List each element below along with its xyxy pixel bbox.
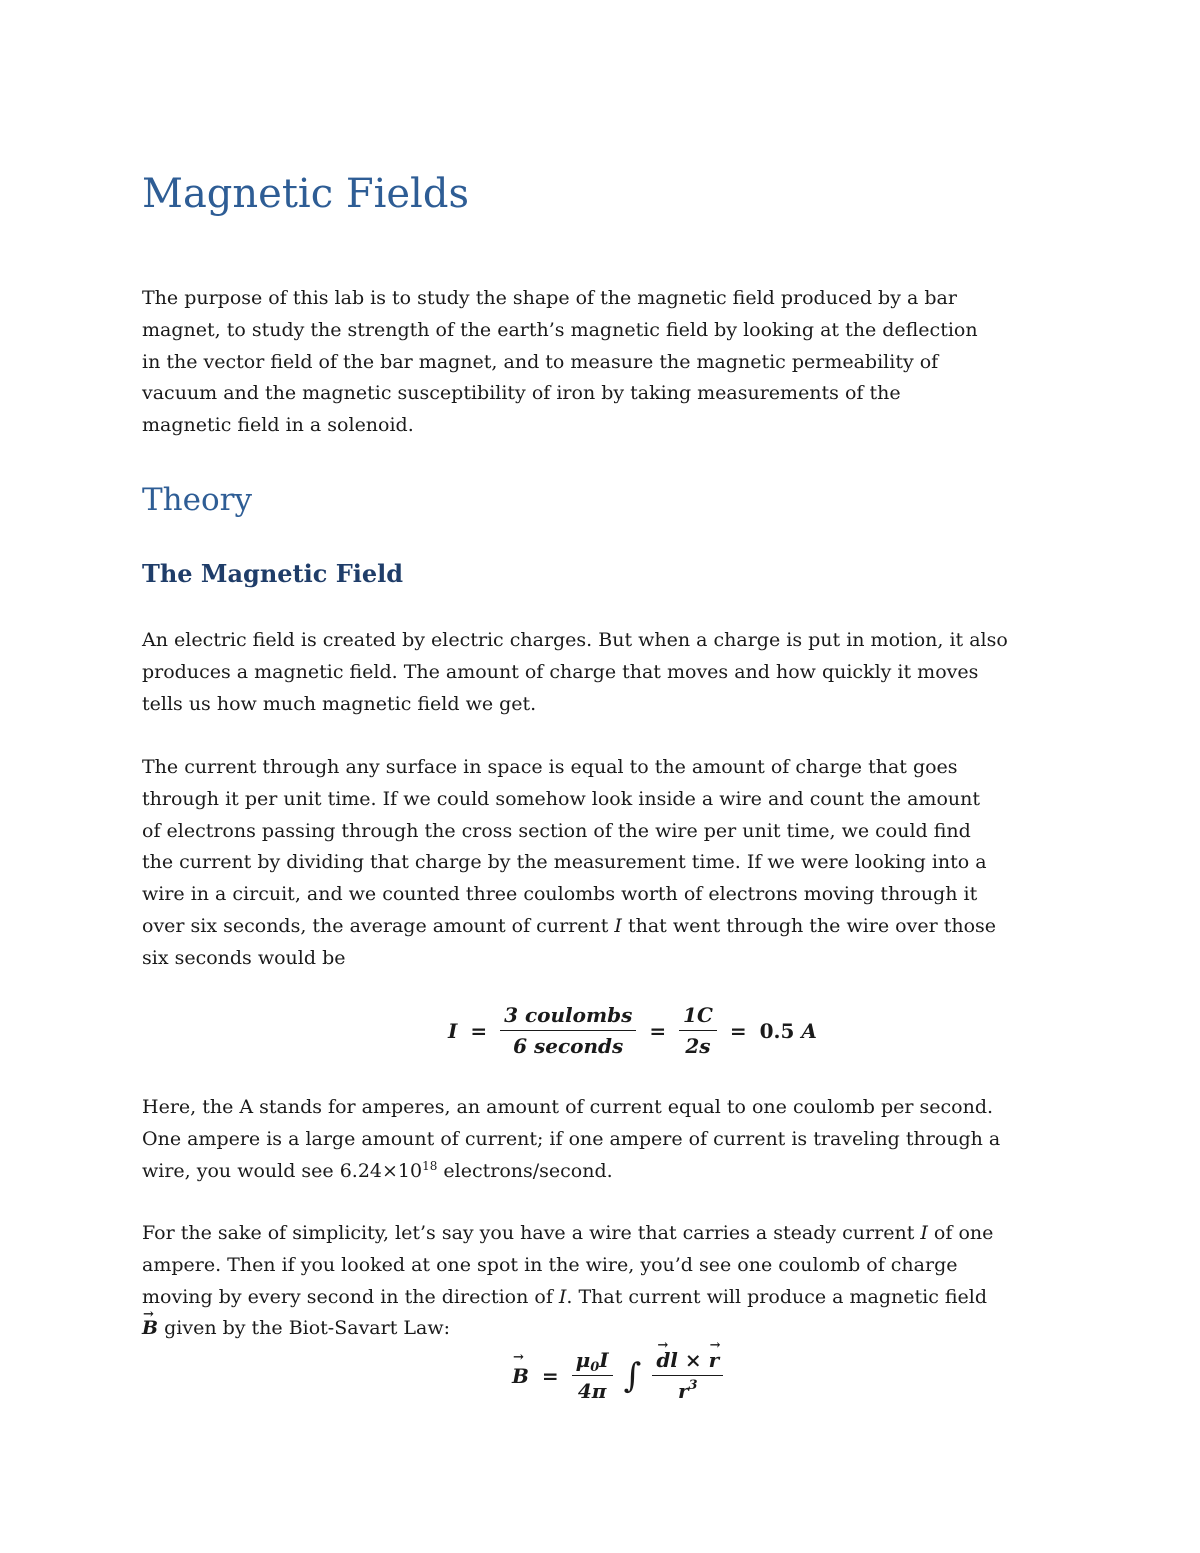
text-run: over six seconds, the average amount of current <box>142 914 615 937</box>
intro-line: in the vector field of the bar magnet, and to measure the magnetic permeability of <box>142 350 939 373</box>
vector-magnetic-field: → B <box>512 1364 529 1388</box>
mu-symbol: μ <box>575 1348 591 1372</box>
numerator: 3 coulombs <box>500 1000 636 1031</box>
denominator: 4π <box>577 1379 607 1403</box>
subsection-heading-magnetic-field: The Magnetic Field <box>142 559 404 588</box>
text-run: of one <box>927 1222 994 1244</box>
vector-r: → r <box>709 1345 720 1375</box>
cross-symbol: × <box>684 1348 702 1372</box>
variable-current: I <box>599 1348 609 1372</box>
equation-current <box>448 1000 817 1061</box>
equation-unit: A <box>801 1018 817 1043</box>
equals-sign: = <box>470 1018 488 1043</box>
text-run: moving by every second in the direction of <box>142 1285 559 1308</box>
intro-paragraph <box>142 283 1072 442</box>
subscript: 0 <box>590 1360 600 1375</box>
denominator: 2s <box>685 1034 711 1058</box>
equals-sign: = <box>729 1018 747 1043</box>
denominator: 6 seconds <box>513 1034 624 1058</box>
paragraph-amperes <box>142 1092 1072 1187</box>
variable-current: I <box>558 1285 567 1308</box>
fraction <box>500 1000 636 1061</box>
paragraph-biot-savart <box>142 1218 1072 1345</box>
equals-sign: = <box>649 1018 667 1043</box>
fraction <box>652 1345 723 1406</box>
paragraph-line: tells us how much magnetic field we get. <box>142 692 537 715</box>
text-run: electrons/second. <box>437 1159 613 1182</box>
text-run: . That current will produce a magnetic field <box>566 1285 988 1308</box>
text-run: wire, you would see 6.24×10 <box>142 1159 423 1182</box>
exponent: 18 <box>422 1158 438 1173</box>
variable-r: r <box>677 1379 689 1403</box>
paragraph-line: through it per unit time. If we could somehow look inside a wire and count the amount <box>142 787 980 810</box>
numerator <box>652 1345 723 1376</box>
text-run: given by the Biot-Savart Law: <box>158 1317 450 1340</box>
denominator <box>652 1376 723 1406</box>
integral-symbol: ∫ <box>623 1355 642 1396</box>
paragraph-line: of electrons passing through the cross section of the wire per unit time, we could find <box>142 819 971 842</box>
paragraph-line: the current by dividing that charge by the measurement time. If we were looking into a <box>142 851 987 874</box>
paragraph-line: produces a magnetic field. The amount of charge that moves and how quickly it moves <box>142 660 979 683</box>
paragraph-line <box>142 1313 1072 1345</box>
equation-value: 0.5 <box>759 1018 795 1043</box>
paragraph-current <box>142 752 1072 975</box>
numerator <box>572 1345 613 1376</box>
equals-sign: = <box>541 1363 559 1388</box>
intro-line: magnet, to study the strength of the earth’s magnetic field by looking at the deflection <box>142 318 978 341</box>
text-run: For the sake of simplicity, let’s say you have a wire that carries a steady current <box>142 1222 921 1244</box>
paragraph-electric-field <box>142 625 1072 720</box>
paragraph-line <box>142 911 1072 943</box>
vector-dl: → dl <box>656 1345 678 1375</box>
fraction <box>679 1000 717 1061</box>
exponent: 3 <box>688 1378 698 1393</box>
paragraph-line: The current through any surface in space is equal to the amount of charge that goes <box>142 756 958 778</box>
equation-symbol: I <box>448 1018 458 1043</box>
intro-line: magnetic field in a solenoid. <box>142 414 414 437</box>
intro-line: vacuum and the magnetic susceptibility of iron by taking measurements of the <box>142 382 901 405</box>
variable-current: I <box>614 914 622 937</box>
paragraph-line <box>142 1282 1072 1314</box>
variable-current: I <box>920 1222 928 1244</box>
paragraph-line: One ampere is a large amount of current; if one ampere of current is traveling through a <box>142 1127 1001 1150</box>
intro-line: The purpose of this lab is to study the shape of the magnetic field produced by a bar <box>142 287 957 309</box>
paragraph-line: ampere. Then if you looked at one spot in the wire, you’d see one coulomb of charge <box>142 1253 958 1276</box>
equation-biot-savart <box>512 1345 723 1406</box>
numerator: 1C <box>679 1000 717 1031</box>
text-run: that went through the wire over those <box>621 914 997 937</box>
paragraph-line: An electric field is created by electric charges. But when a charge is put in motion, it also <box>142 629 1008 651</box>
paragraph-line <box>142 1218 1072 1250</box>
paragraph-line: Here, the A stands for amperes, an amount of current equal to one coulomb per second. <box>142 1096 994 1118</box>
paragraph-line <box>142 1156 1072 1188</box>
vector-magnetic-field: → B <box>142 1313 158 1345</box>
section-heading-theory: Theory <box>142 482 252 518</box>
paragraph-line: wire in a circuit, and we counted three coulombs worth of electrons moving through it <box>142 883 978 906</box>
paragraph-line: six seconds would be <box>142 946 346 969</box>
fraction <box>572 1345 613 1406</box>
document-title: Magnetic Fields <box>142 171 469 217</box>
